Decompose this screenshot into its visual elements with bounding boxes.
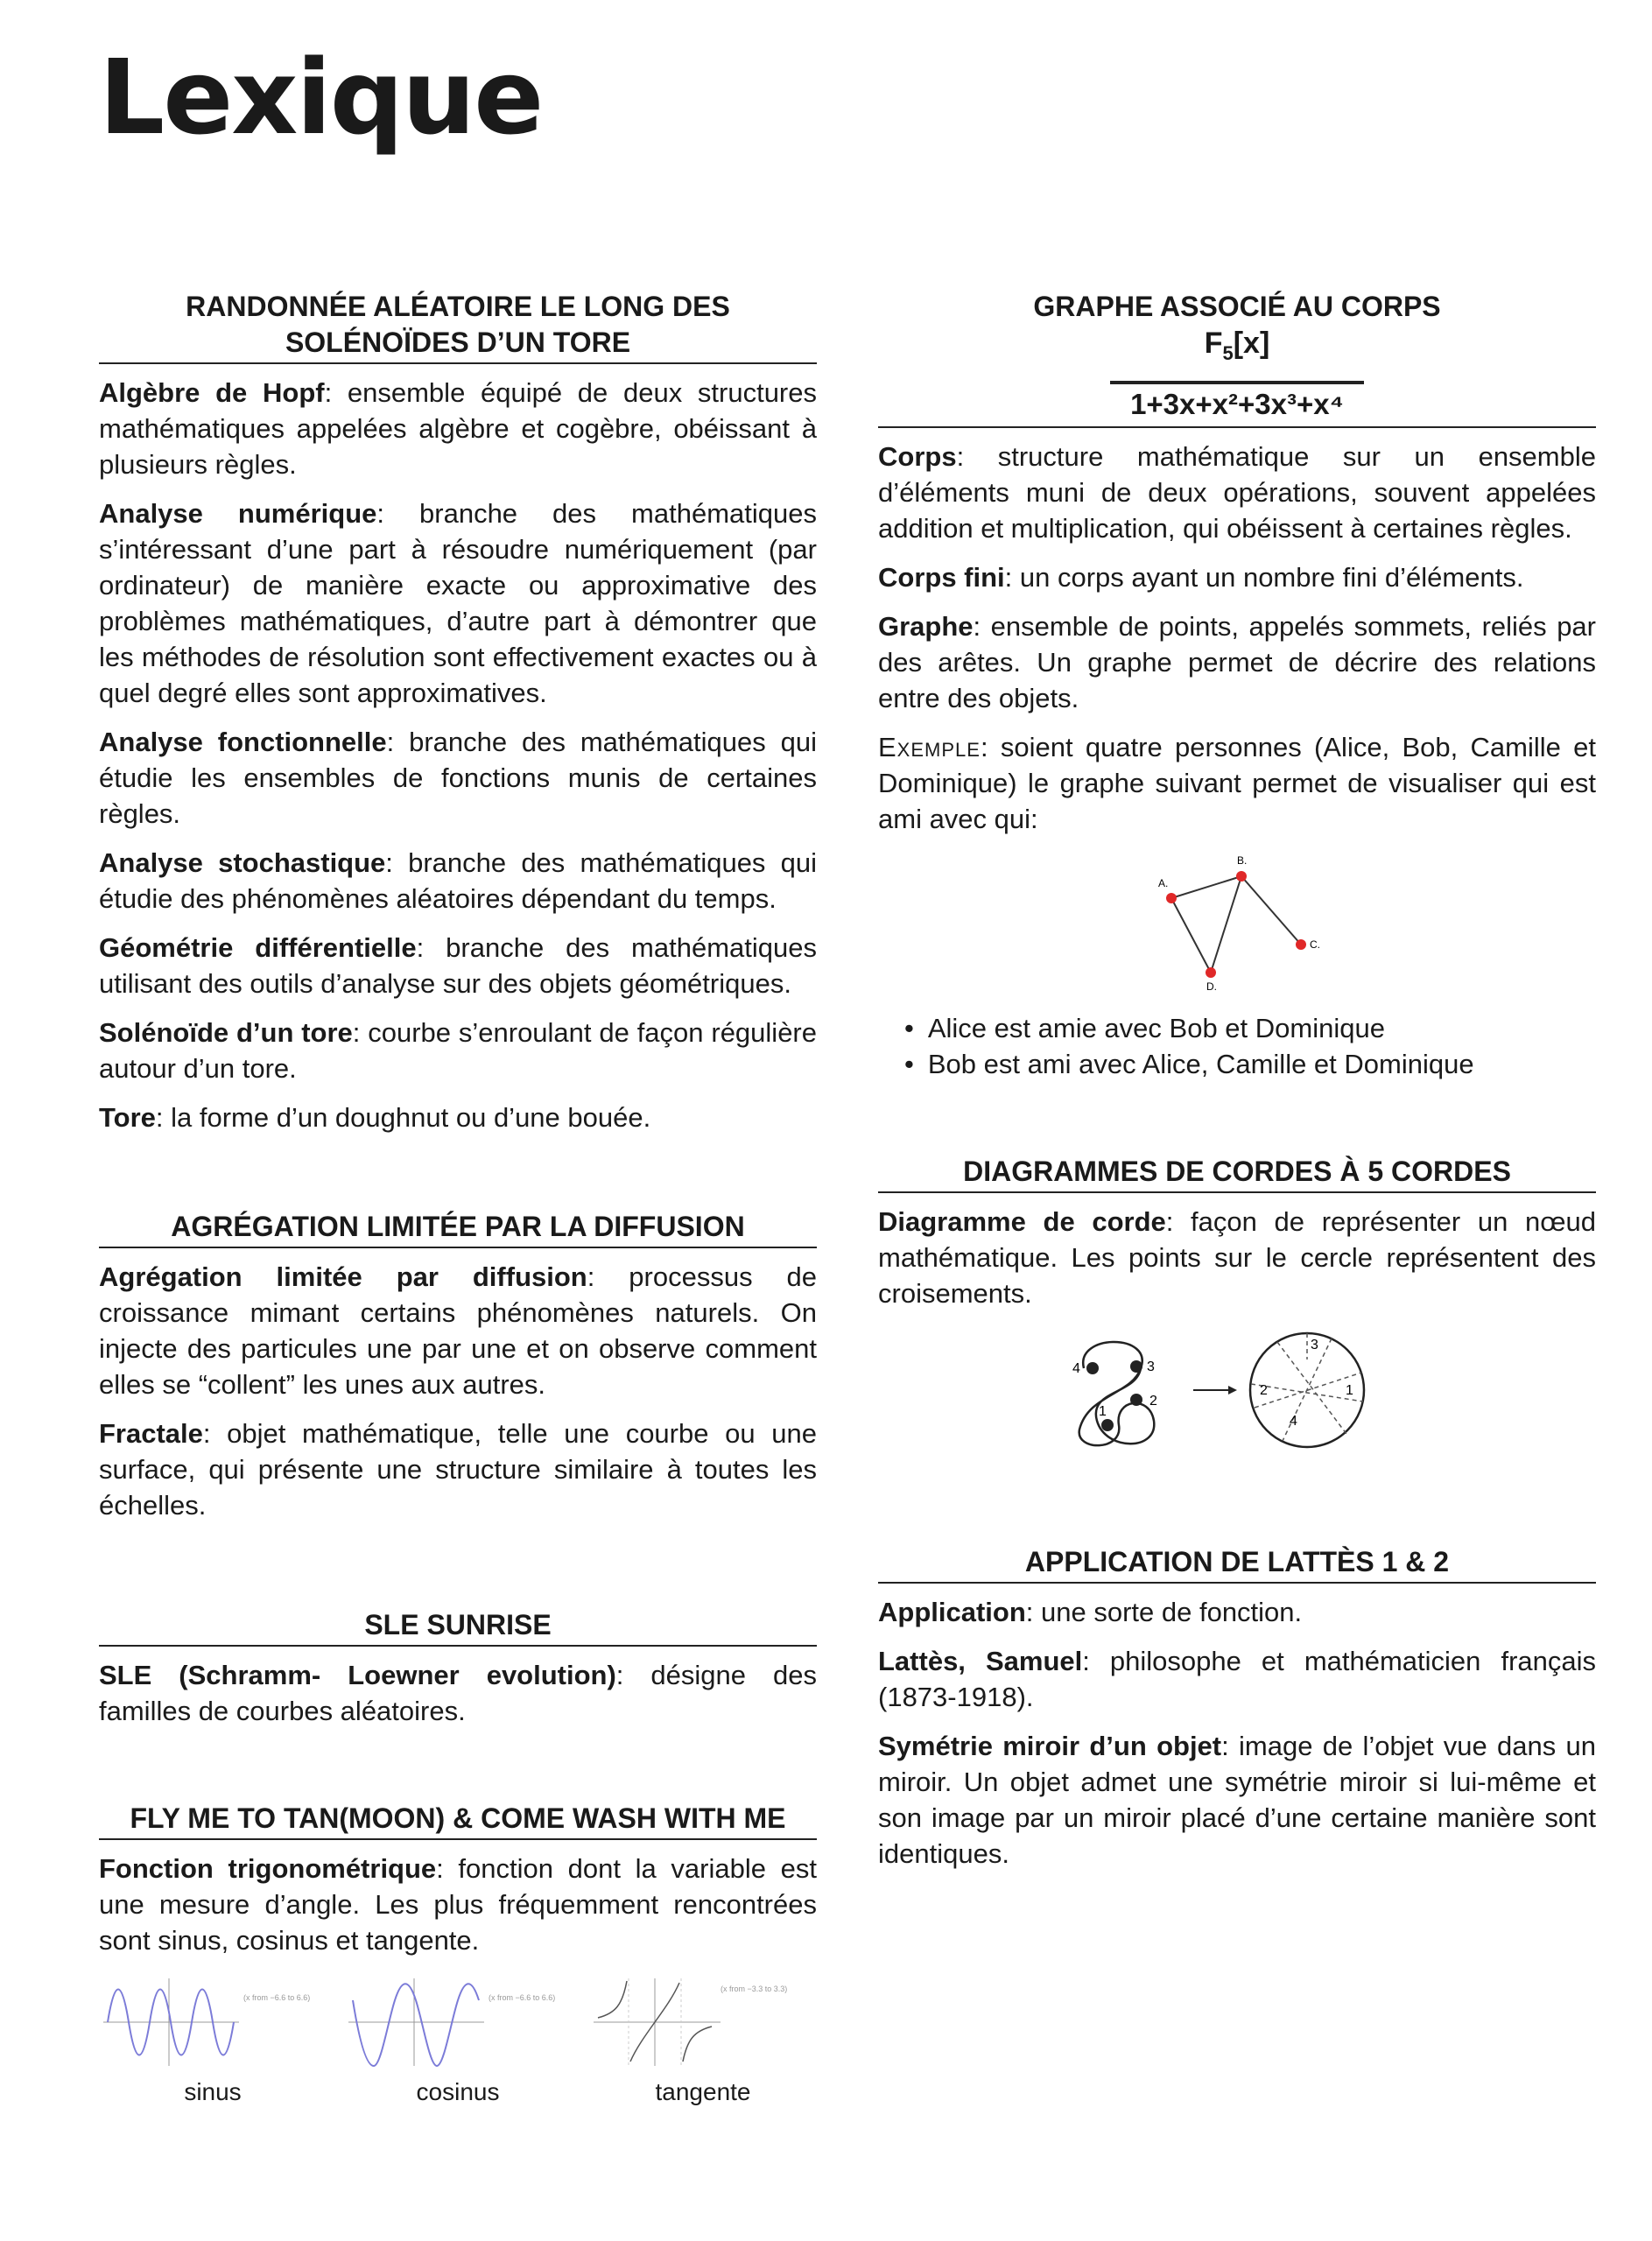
crossing-1 bbox=[1101, 1419, 1114, 1431]
sinus-plot bbox=[99, 1974, 327, 2070]
range-label: (x from −6.6 to 6.6) bbox=[489, 1993, 556, 2002]
definition: : philosophe et mathématicien français (1873-1918). bbox=[878, 1645, 1597, 1712]
entry bbox=[878, 1728, 1596, 1872]
title-line: SOLÉNOÏDES D’UN TORE bbox=[285, 327, 631, 358]
definition: : processus de croissance mimant certains phénomènes naturels. On injecte des particules une par une et on observe comment elles se “collent” les unes aux autres. bbox=[99, 1261, 817, 1400]
cosinus-plot bbox=[344, 1974, 572, 2070]
entry bbox=[99, 1416, 817, 1523]
entry bbox=[878, 1594, 1596, 1630]
definition: : branche des mathématiques s’intéressant d’une part à résoudre numériquement (par ordinateur) de manière exacte ou approximative des problèmes mathématiques, d’autre part à démontrer que les méthodes de résolution sont effectivement exactes ou à quel degré elles sont approximatives. bbox=[99, 498, 818, 708]
definition: : façon de représenter un nœud mathématique. Les points sur le cercle représentent des croisements. bbox=[878, 1205, 1597, 1309]
section-rule bbox=[878, 426, 1596, 428]
section-title: APPLICATION DE LATTÈS 1 & 2 bbox=[878, 1544, 1596, 1584]
definition: : branche des mathématiques qui étudie des phénomènes aléatoires dépendant du temps. bbox=[99, 847, 817, 914]
node-a bbox=[1166, 893, 1177, 903]
term: Analyse numérique bbox=[99, 498, 377, 529]
entry bbox=[878, 559, 1596, 595]
friendship-graph bbox=[878, 850, 1596, 1003]
left-column bbox=[99, 289, 817, 2106]
section-sle bbox=[99, 1607, 817, 1729]
section-title bbox=[99, 289, 817, 364]
title-line bbox=[878, 325, 1596, 372]
section-agregation bbox=[99, 1209, 817, 1523]
definition: : branche des mathématiques utilisant des outils d’analyse sur des objets géométriques. bbox=[99, 932, 817, 999]
definition: : structure mathématique sur un ensemble d’éléments muni de deux opérations, souvent appelées addition et multiplication, qui obéissent à certaines règles. bbox=[878, 440, 1596, 544]
field-symbol: F bbox=[1204, 327, 1223, 360]
term: Analyse fonctionnelle bbox=[99, 727, 387, 757]
section-randonnee bbox=[99, 289, 817, 1135]
term: Diagramme de corde bbox=[878, 1205, 1166, 1237]
bullet-list bbox=[904, 1010, 1596, 1082]
term: Tore bbox=[99, 1102, 156, 1133]
example bbox=[878, 729, 1596, 837]
sinus-graph bbox=[99, 1974, 327, 2106]
list-item: • Alice est amie avec Bob et Dominique bbox=[904, 1010, 1596, 1046]
friendship-graph-svg bbox=[1132, 850, 1342, 999]
right-column bbox=[878, 289, 1596, 1885]
graph-caption: sinus bbox=[184, 2078, 242, 2105]
tangente-plot bbox=[589, 1974, 817, 2070]
term: Agrégation limitée par diffusion bbox=[99, 1261, 587, 1292]
section-fly-me bbox=[99, 1801, 817, 2106]
definition: : désigne des familles de courbes aléatoires. bbox=[99, 1660, 817, 1726]
tangente-graph bbox=[589, 1974, 817, 2106]
definition: : image de l’objet vue dans un miroir. Un objet admet une symétrie miroir si lui-même et son image par un miroir placé d’une certaine manière sont identiques. bbox=[878, 1730, 1596, 1869]
page-title: Lexique bbox=[99, 37, 543, 158]
graph-caption: tangente bbox=[655, 2078, 751, 2105]
entry bbox=[99, 495, 817, 711]
example-label: Exemple bbox=[878, 731, 981, 762]
graph-caption: cosinus bbox=[416, 2078, 500, 2105]
definition: : branche des mathématiques qui étudie les ensembles de fonctions munis de certaines règles. bbox=[99, 727, 817, 829]
definition: : ensemble équipé de deux structures mathématiques appelées algèbre et cogèbre, obéissant à plusieurs règles. bbox=[99, 377, 817, 480]
section-title: AGRÉGATION LIMITÉE PAR LA DIFFUSION bbox=[99, 1209, 817, 1248]
term: Graphe bbox=[878, 610, 974, 642]
entry bbox=[99, 1259, 817, 1402]
entry bbox=[878, 439, 1596, 546]
node-b bbox=[1236, 871, 1247, 882]
list-item: • Bob est ami avec Alice, Camille et Dominique bbox=[904, 1046, 1596, 1082]
term: Analyse stochastique bbox=[99, 847, 386, 878]
node-d bbox=[1206, 967, 1216, 978]
range-label: (x from −3.3 to 3.3) bbox=[721, 1985, 788, 1993]
term: Corps bbox=[878, 440, 957, 472]
cosinus-graph bbox=[344, 1974, 572, 2106]
crossing-label: 3 bbox=[1147, 1359, 1155, 1374]
entry bbox=[99, 845, 817, 917]
polynomial-formula: 1+3x+x²+3x³+x⁴ bbox=[1130, 387, 1344, 420]
term: Corps fini bbox=[878, 561, 1005, 593]
circle-label: 3 bbox=[1311, 1337, 1318, 1352]
entry bbox=[99, 724, 817, 832]
definition: : objet mathématique, telle une courbe ou une surface, qui présente une structure similaire à toutes les échelles. bbox=[99, 1418, 817, 1521]
definition: : fonction dont la variable est une mesure d’angle. Les plus fréquemment rencontrées sont sinus, cosinus et tangente. bbox=[99, 1853, 817, 1956]
definition: : un corps ayant un nombre fini d’éléments. bbox=[1004, 561, 1524, 593]
section-title: DIAGRAMMES DE CORDES À 5 CORDES bbox=[878, 1154, 1596, 1193]
circle-label: 4 bbox=[1290, 1413, 1297, 1429]
node-label: C. bbox=[1310, 938, 1320, 951]
entry bbox=[99, 1015, 817, 1086]
chord-diagram-svg bbox=[1053, 1324, 1421, 1456]
crossing-label: 4 bbox=[1072, 1360, 1080, 1376]
node-c bbox=[1296, 939, 1306, 950]
crossing-label: 1 bbox=[1099, 1403, 1107, 1419]
entry bbox=[99, 1851, 817, 1958]
entry bbox=[99, 1099, 817, 1135]
field-suffix: [x] bbox=[1233, 327, 1270, 360]
field-subscript: 5 bbox=[1222, 341, 1234, 364]
crossing-label: 2 bbox=[1149, 1393, 1157, 1409]
section-title: FLY ME TO TAN(MOON) & COME WASH WITH ME bbox=[99, 1801, 817, 1840]
circle-label: 1 bbox=[1346, 1382, 1353, 1398]
term: Fonction trigonométrique bbox=[99, 1853, 437, 1884]
node-label: D. bbox=[1206, 980, 1217, 993]
range-label: (x from −6.6 to 6.6) bbox=[243, 1993, 311, 2002]
term: Lattès, Samuel bbox=[878, 1645, 1083, 1676]
section-title bbox=[878, 289, 1596, 425]
trig-graphs bbox=[99, 1974, 817, 2106]
knot-curve bbox=[1079, 1342, 1155, 1445]
section-title: SLE SUNRISE bbox=[99, 1607, 817, 1647]
title-line: GRAPHE ASSOCIÉ AU CORPS bbox=[1033, 291, 1441, 322]
chord-diagram bbox=[878, 1324, 1596, 1460]
node-label: B. bbox=[1237, 854, 1248, 867]
example-text: : soient quatre personnes (Alice, Bob, Camille et Dominique) le graphe suivant permet de visualiser qui est ami avec qui: bbox=[878, 731, 1596, 834]
title-line: RANDONNÉE ALÉATOIRE LE LONG DES bbox=[186, 291, 730, 322]
term: Application bbox=[878, 1596, 1026, 1627]
definition: : ensemble de points, appelés sommets, reliés par des arêtes. Un graphe permet de décrire des relations entre des objets. bbox=[878, 610, 1596, 713]
crossing-3 bbox=[1130, 1360, 1142, 1373]
section-diagrammes bbox=[878, 1154, 1596, 1460]
term: Symétrie miroir d’un objet bbox=[878, 1730, 1222, 1761]
term: SLE (Schramm- Loewner evolution) bbox=[99, 1660, 616, 1690]
entry bbox=[99, 375, 817, 482]
entry bbox=[878, 1643, 1596, 1715]
node-label: A. bbox=[1158, 876, 1169, 889]
term: Algèbre de Hopf bbox=[99, 377, 325, 408]
section-graphe bbox=[878, 289, 1596, 1082]
entry bbox=[878, 608, 1596, 716]
section-lattes bbox=[878, 1544, 1596, 1872]
definition: : la forme d’un doughnut ou d’une bouée. bbox=[155, 1102, 651, 1133]
term: Fractale bbox=[99, 1418, 203, 1449]
term: Géométrie différentielle bbox=[99, 932, 417, 963]
crossing-2 bbox=[1130, 1394, 1142, 1406]
entry bbox=[878, 1204, 1596, 1311]
definition: : courbe s’enroulant de façon régulière autour d’un tore. bbox=[99, 1017, 817, 1084]
circle-label: 2 bbox=[1260, 1382, 1268, 1398]
crossing-4 bbox=[1086, 1362, 1099, 1374]
term: Solénoïde d’un tore bbox=[99, 1017, 353, 1048]
entry bbox=[99, 1657, 817, 1729]
entry bbox=[99, 930, 817, 1001]
definition: : une sorte de fonction. bbox=[1025, 1596, 1303, 1627]
